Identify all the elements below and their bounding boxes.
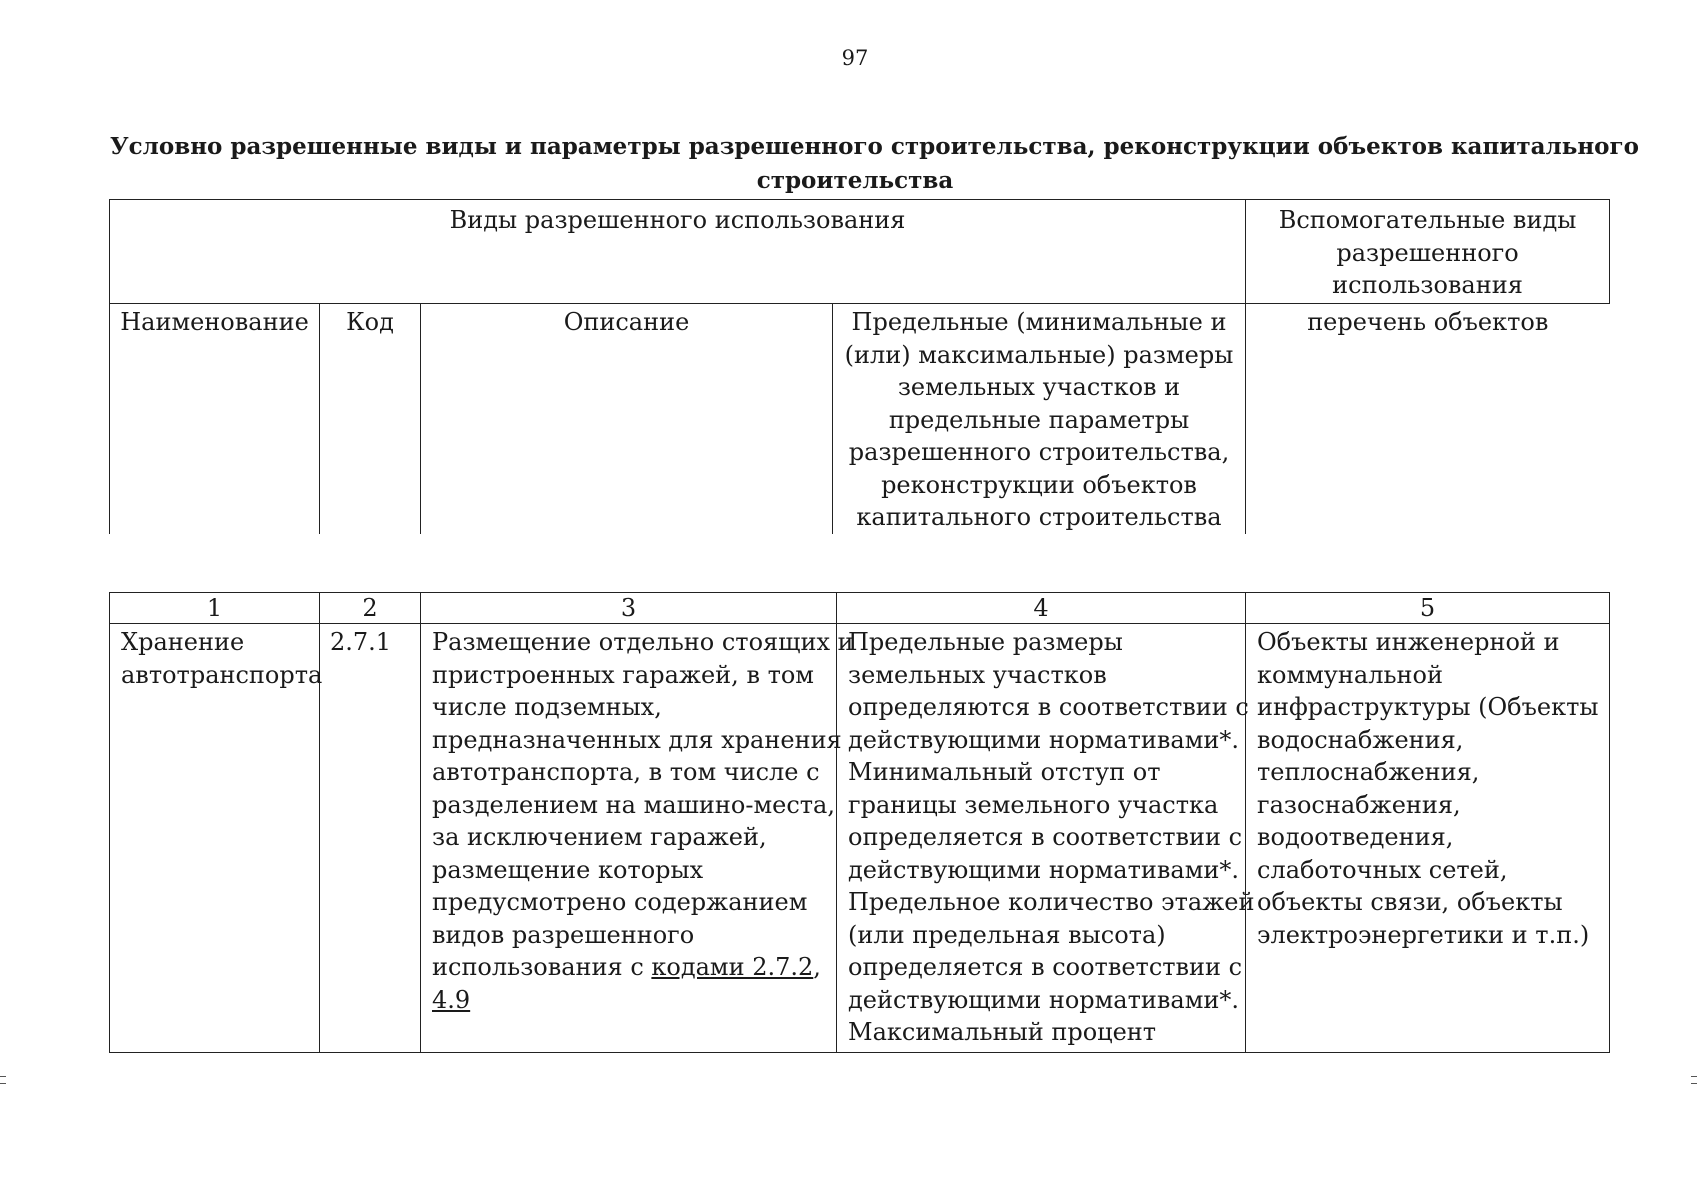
row-limits-line: действующими нормативами*. [848, 985, 1239, 1014]
row-limits-line: (или предельная высота) [848, 920, 1166, 949]
row-limits-line: определяются в соответствии с [848, 693, 1249, 721]
table-row [110, 624, 1610, 1053]
row-description-line: числе подземных, [432, 693, 662, 721]
header-kinds-label: Виды разрешенного использования [449, 206, 906, 234]
row-aux-line: слаботочных сетей, [1257, 855, 1508, 884]
row-aux-line: коммунальной [1257, 660, 1443, 689]
row-limits-line: Предельные размеры [848, 628, 1123, 656]
scan-mark-left [0, 1076, 6, 1077]
row-description-line: пристроенных гаражей, в том [432, 660, 814, 689]
row-description-line: размещение которых [432, 855, 704, 884]
row-limits-line: земельных участков [848, 660, 1107, 689]
header-aux-line: Вспомогательные виды [1278, 206, 1577, 234]
row-aux-line: Объекты инженерной и [1257, 628, 1560, 656]
header-name-cell [110, 304, 320, 534]
column-number: 1 [110, 593, 320, 624]
row-aux-line: газоснабжения, [1257, 790, 1461, 819]
row-limits-cell [837, 624, 1255, 1053]
row-aux-line: теплоснабжения, [1257, 758, 1480, 786]
row-code: 2.7.1 [330, 628, 392, 656]
row-description-line-links [432, 951, 836, 984]
column-number-row [110, 593, 1610, 624]
row-aux-line: объекты связи, объекты [1257, 888, 1563, 916]
row-name-cell [110, 624, 323, 1053]
row-limits-line: границы земельного участка [848, 790, 1219, 819]
data-table [109, 592, 1610, 1053]
column-number: 2 [320, 593, 421, 624]
row-code-cell [320, 624, 421, 1053]
page-title [110, 130, 1639, 198]
scan-mark-right [1691, 1076, 1697, 1077]
row-limits-line: Предельное количество этажей [848, 888, 1255, 916]
column-number: 5 [1246, 593, 1610, 624]
row-aux-line: водоотведения, [1257, 823, 1454, 851]
row-description-line: предназначенных для хранения [432, 725, 842, 754]
row-description-line: автотранспорта, в том числе с [432, 758, 820, 786]
row-aux-line: электроэнергетики и т.п.) [1257, 920, 1590, 949]
row-description-cell [421, 624, 854, 1053]
column-number: 4 [837, 593, 1246, 624]
column-number: 3 [421, 593, 837, 624]
header-limits-line: разрешенного строительства, [848, 438, 1230, 466]
row-description-line: разделением на машино-места, [432, 790, 835, 819]
row-limits-line: действующими нормативами*. [848, 725, 1239, 754]
scan-mark-left [0, 1083, 6, 1084]
header-limits-line: капитального строительства [856, 503, 1222, 531]
row-limits-line: Минимальный отступ от [848, 758, 1161, 786]
header-limits-line: Предельные (минимальные и [851, 308, 1227, 336]
row-aux-line: инфраструктуры (Объекты [1257, 693, 1599, 721]
header-aux-cell [1246, 200, 1610, 304]
header-kinds-cell [110, 200, 1246, 304]
row-limits-line: Максимальный процент [848, 1018, 1157, 1046]
row-limits-line: определяется в соответствии с [848, 823, 1243, 851]
row-description-prefix: использования с [432, 953, 652, 981]
row-aux-cell [1246, 624, 1610, 1053]
header-code-cell [320, 304, 421, 534]
title-line-1: Условно разрешенные виды и параметры разрешенного строительства, реконструкции объектов капитального [110, 133, 1639, 160]
title-line-2: строительства [756, 167, 954, 194]
scan-mark-right [1691, 1083, 1697, 1084]
header-aux-list-cell [1246, 304, 1610, 534]
page-number: 97 [841, 46, 869, 70]
header-limits-line: земельных участков и [897, 373, 1181, 401]
codes-link[interactable]: кодами 2.7.2 [651, 953, 814, 981]
header-code-label: Код [346, 308, 394, 336]
header-aux-line: использования [1332, 271, 1523, 299]
row-description-line-links [432, 984, 836, 1017]
header-description-label: Описание [563, 308, 690, 336]
header-name-label: Наименование [120, 308, 309, 336]
row-aux-line: водоснабжения, [1257, 725, 1464, 754]
row-limits-line: определяется в соответствии с [848, 953, 1243, 981]
row-limits-line: действующими нормативами*. [848, 855, 1239, 884]
code-link[interactable]: 4.9 [432, 985, 471, 1014]
header-limits-cell [833, 304, 1246, 534]
row-description-line: Размещение отдельно стоящих и [432, 628, 854, 656]
row-description-line: предусмотрено содержанием [432, 888, 808, 916]
row-name-line: Хранение [121, 628, 245, 656]
header-aux-list-label: перечень объектов [1307, 308, 1549, 336]
header-limits-line: (или) максимальные) размеры [844, 340, 1234, 369]
row-description-line: видов разрешенного [432, 920, 695, 949]
row-description-line: за исключением гаражей, [432, 823, 767, 851]
header-limits-line: предельные параметры [888, 405, 1190, 434]
header-limits-line: реконструкции объектов [881, 470, 1197, 499]
header-table [109, 199, 1610, 534]
row-name-line: автотранспорта [121, 660, 323, 689]
header-description-cell [421, 304, 833, 534]
header-aux-line: разрешенного [1336, 238, 1519, 267]
row-description-suffix: , [813, 953, 821, 981]
